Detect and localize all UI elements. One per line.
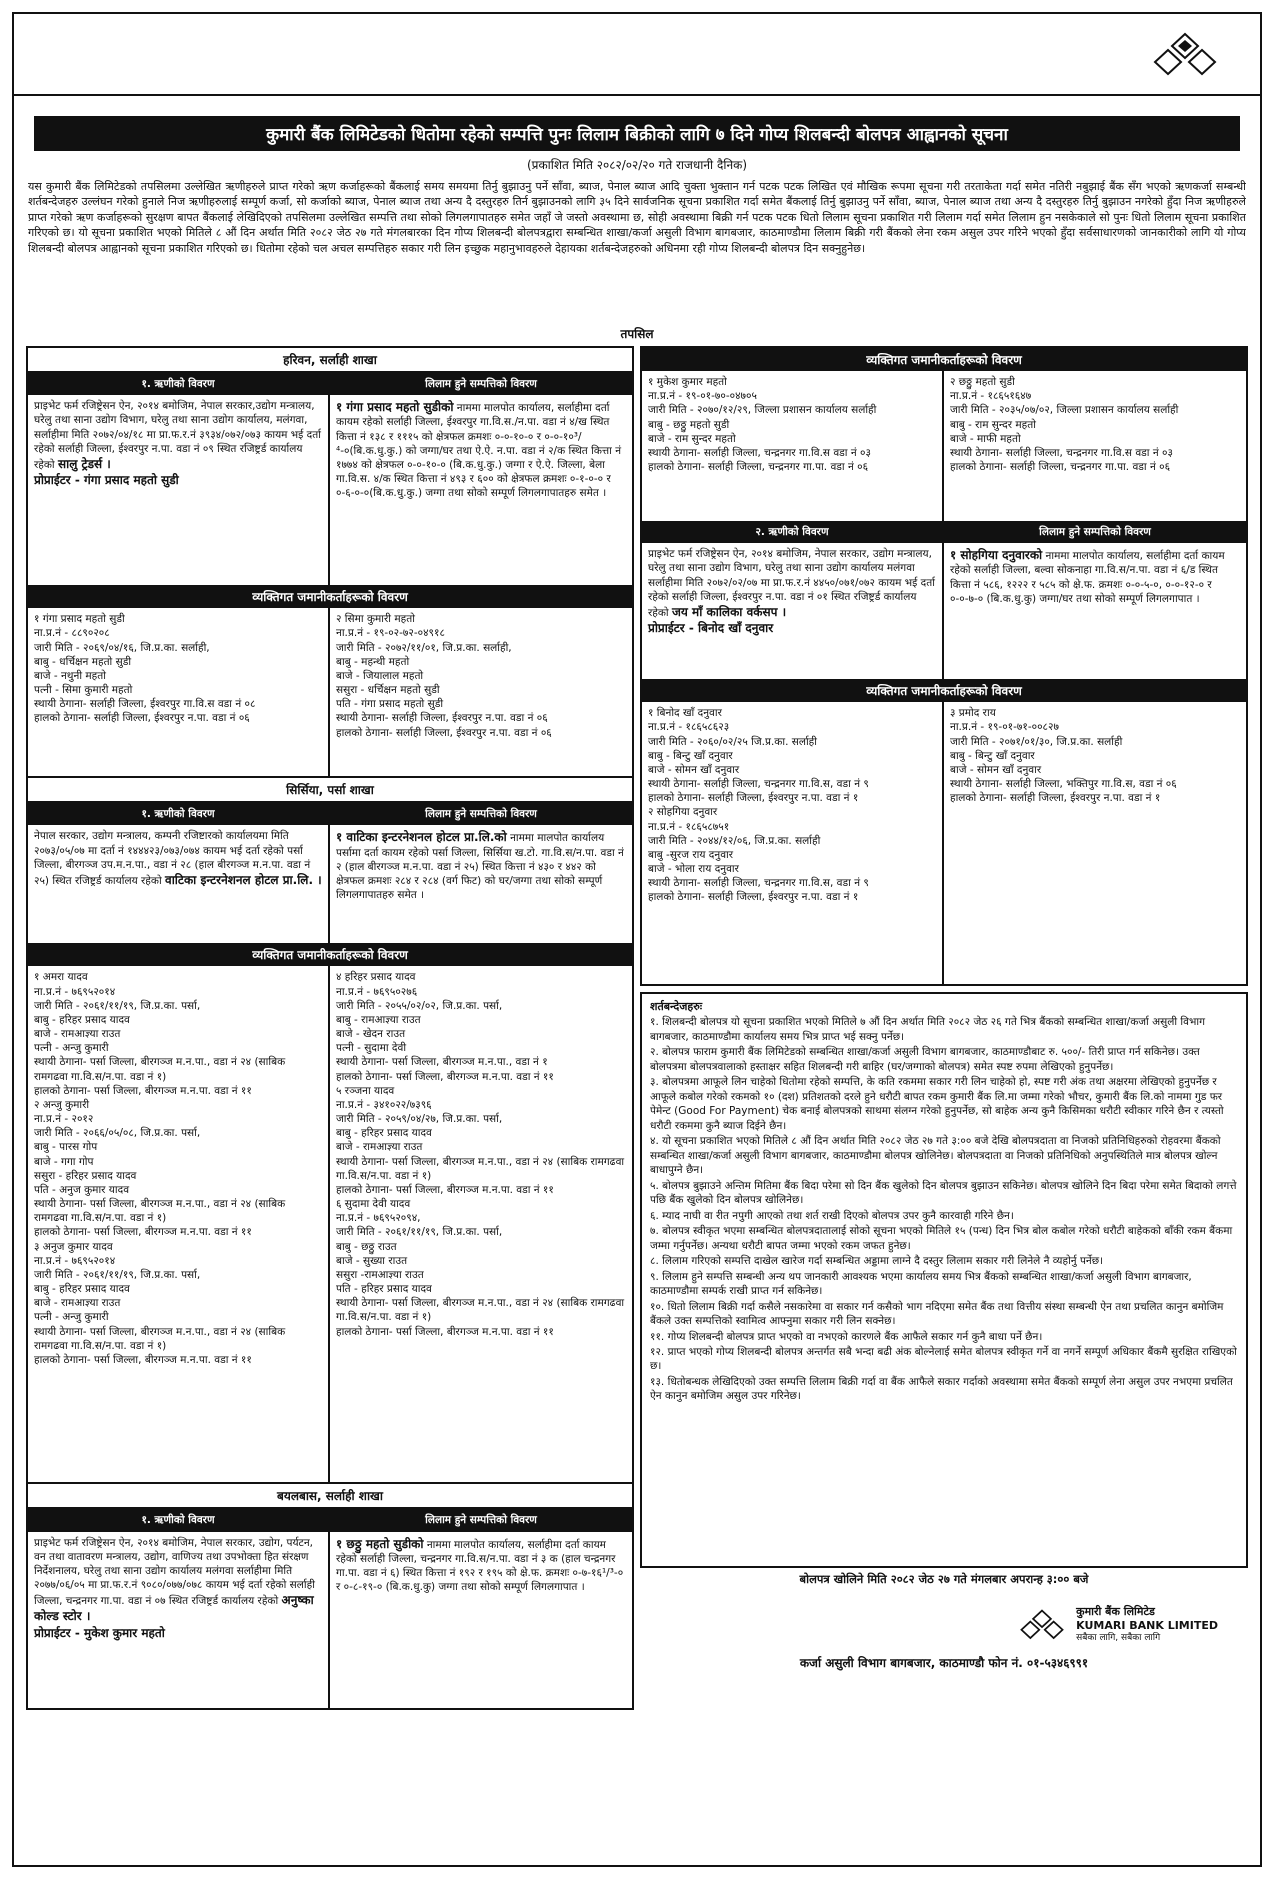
- guarantor-heading: व्यक्तिगत जमानीकर्ताहरूको विवरण: [28, 943, 632, 966]
- guarantor-2: २ सिमा कुमारी महतो ना.प्र.नं - १९-०२-७२-०४९१८ जारी मिति - २०७२/११/०१, जि.प्र.का. सर्लाही, बाबु - महन्थी महतो बाजे - जियालाल महतो ससुरा - धर्चिक्षन महतो सुडी पति - गंगा प्रसाद महतो सुडी स्थायी ठेगाना- सर्लाही जिल्ला, ईश्वरपुर न.पा. वडा नं ०६ हालको ठेगाना- सर्लाही जिल्ला, ईश्वरपुर न.पा. वडा नं ०६: [336, 613, 552, 739]
- guarantor-1: १ मुकेश कुमार महतो ना.प्र.नं - १९-०१-७०-०४७०५ जारी मिति - २०७०/१२/२९, जिल्ला प्रशासन कार्यालय सर्लाही बाबु - छठ्ठु महतो सुडी बाजे - राम सुन्दर महतो स्थायी ठेगाना- सर्लाही जिल्ला, चन्द्रनगर गा.वि.स वडा नं ०३ हालको ठेगाना- सर्लाही जिल्ला, चन्द्रनगर गा.पा. वडा नं ०६: [642, 371, 944, 521]
- header-band: [14, 14, 1260, 96]
- debtor-detail: [28, 1532, 330, 1708]
- debtor-text: प्राइभेट फर्म रजिष्ट्रेसन ऐन, २०१४ बमोजिम, नेपाल सरकार, उद्योग, पर्यटन, वन तथा वातावरण मन्त्रालय, उद्योग, वाणिज्य तथा उपभोक्ता हित संरक्षण निर्देशनालय, घरेलु तथा साना उद्योग कार्यालय मलंगवा सर्लाहीमा मिति २०७७/०६/०५ मा प्रा.फ.र.नं ९०८०/०७७/०७८ कायम भई दर्ता रहेको सर्लाही जिल्ला, चन्द्रनगर गा.पा. वडा नं ०७ स्थित रजिष्ट्रर्ड कार्यालय रहेको: [34, 1536, 315, 1608]
- kumari-logo-icon: [1150, 32, 1220, 78]
- debtor-firm: सालु ट्रेडर्स ।: [58, 456, 111, 471]
- term-4: ४. यो सूचना प्रकाशित भएको मितिले ८ औं दिन अर्थात मिति २०८२ जेठ २७ गते ३:०० बजे देखि बोलपत्रदाता वा निजको प्रतिनिधिहरुको रोहवरमा बैंकको सम्बन्धित शाखा/कर्जा असुली विभाग बागबजार, काठमाण्डौमा बोलपत्र खोलिनेछ। बोलपत्रदाता वा निजको प्रतिनिधिको अनुपस्थितिले मात्र बोलपत्र खोल्न बाधापुग्ने छैन।: [650, 1135, 1221, 1177]
- branch-detail-row: [28, 825, 632, 943]
- branch-detail-row: [28, 395, 632, 585]
- property-text: नाममा मालपोत कार्यालय, सर्लाहीमा दर्ता कायम रहेको सर्लाही जिल्ला, बल्वा सोकनाहा गा.वि.स/न.पा. वडा नं ६/ड स्थित कित्ता नं ५८६, १२२२ र ५८५ को क्षे.फ. क्रमशः ०-०-५-०, ०-०-१२-० र ०-०-७-० (बि.क.धु.कु) जग्गा/घर तथा सोको सम्पूर्ण लिगलगापात ।: [950, 550, 1225, 605]
- branch-header-row: [28, 803, 632, 825]
- debtor-proprietor: प्रोप्राईटर - गंगा प्रसाद महतो सुडी: [34, 473, 179, 488]
- guarantor-3: ३ प्रमोद राय ना.प्र.नं - १९-०१-७१-००८२७ जारी मिति - २०७१/०१/३०, जि.प्र.का. सर्लाही बाबु - बिन्टु खाँ दनुवार बाजे - सोमन खाँ दनुवार स्थायी ठेगाना- सर्लाही जिल्ला, भक्तिपुर गा.वि.स, वडा नं ०६ हालको ठेगाना- सर्लाही जिल्ला, ईश्वरपुर न.पा. वडा नं १: [950, 707, 1177, 805]
- debtor-heading: १. ऋणीको विवरण: [28, 373, 330, 395]
- debtor-heading: १. ऋणीको विवरण: [28, 803, 330, 825]
- branch-detail-row: [28, 1532, 632, 1708]
- branch-bayalbas: [26, 1484, 634, 1709]
- kumari-logo-icon: [1018, 1608, 1066, 1642]
- bank-signature: [640, 1605, 1248, 1644]
- term-7: ७. बोलपत्र स्वीकृत भएमा सम्बन्धित बोलपत्रदातालाई सोको सूचना भएको मितिले १५ (पन्ध) दिन भित्र बोल कबोल गरेको धरौटी बाहेकको बाँकी रकम बैंकमा जम्मा गर्नुपर्नेछ। अन्यथा धरौटी बापत जम्मा भएको रकम जफत हुनेछ।: [650, 1225, 1233, 1252]
- property-heading: लिलाम हुने सम्पत्तिको विवरण: [944, 521, 1246, 543]
- guarantor-1: १ गंगा प्रसाद महतो सुडी ना.प्र.नं - ८८९०२०८ जारी मिति - २०६९/०४/१६, जि.प्र.का. सर्लाही, बाबु - धर्चिक्षन महतो सुडी बाजे - नथुनी महतो पत्नी - सिमा कुमारी महतो स्थायी ठेगाना- सर्लाही जिल्ला, ईश्वरपुर गा.वि.स वडा नं ०८ हालको ठेगाना- सर्लाही जिल्ला, ईश्वरपुर न.पा. वडा नं ०६: [28, 608, 330, 776]
- guarantor-row: [642, 702, 1246, 984]
- guarantor-row: [28, 966, 632, 1482]
- branch-title: हरिवन, सर्लाही शाखा: [28, 348, 632, 373]
- property-owner: १ गंगा प्रसाद महतो सुडीको: [336, 400, 454, 415]
- debtor-detail: [28, 825, 330, 943]
- publish-date: (प्रकाशित मिति २०८२/०२/२० गते राजधानी दैनिक): [526, 158, 748, 172]
- guarantors-1-3: १ अमरा यादव ना.प्र.नं - ७६९५२०१४ जारी मिति - २०६१/११/१९, जि.प्र.का. पर्सा, बाबु - हरिहर प्रसाद यादव बाजे - रामआज्ञ्या राउत पत्नी - अन्जु कुमारी स्थायी ठेगाना- पर्सा जिल्ला, बीरगञ्ज म.न.पा., वडा नं २४ (साबिक रामगढवा गा.वि.स/न.पा. वडा नं १) हालको ठेगाना- पर्सा जिल्ला, बीरगञ्ज म.न.पा. वडा नं ११ २ अन्जु कुमारी ना.प्र.नं - २०१२ जारी मिति - २०६६/०५/०८, जि.प्र.का. पर्सा, बाबु - पारस गोप बाजे - गगा गोप ससुरा - हरिहर प्रसाद यादव पति - अनुज कुमार यादव स्थायी ठेगाना- पर्सा जिल्ला, बीरगञ्ज म.न.पा., वडा नं २४ (साबिक रामगढवा गा.वि.स/न.पा. वडा नं १) हालको ठेगाना- पर्सा जिल्ला, बीरगञ्ज म.न.पा. वडा नं ११ ३ अनुज कुमार यादव ना.प्र.नं - ७६९५२०१४ जारी मिति - २०६१/११/१९, जि.प्र.का. पर्सा, बाबु - हरिहर प्रसाद यादव बाजे - रामआज्ञ्या राउत पत्नी - अन्जु कुमारी स्थायी ठेगाना- पर्सा जिल्ला, बीरगञ्ज म.न.पा., वडा नं २४ (साबिक रामगढवा गा.वि.स/न.पा. वडा नं १) हालको ठेगाना- पर्सा जिल्ला, बीरगञ्ज म.न.पा. वडा नं ११: [28, 966, 330, 1482]
- right-schedule-box: [640, 346, 1248, 986]
- guarantors-1-2: १ बिनोद खाँ दनुवार ना.प्र.नं - १८६५८६२३ जारी मिति - २०६०/०२/२५ जि.प्र.का. सर्लाही बाबु - बिन्टु खाँ दनुवार बाजे - सोमन खाँ दनुवार स्थायी ठेगाना- सर्लाही जिल्ला, चन्द्रनगर गा.वि.स, वडा नं ९ हालको ठेगाना- सर्लाही जिल्ला, ईश्वरपुर न.पा. वडा नं १ २ सोहगिया दनुवार ना.प्र.नं - १८६५८७५१ जारी मिति - २०४४/१२/०६, जि.प्र.का. सर्लाही बाबु -सुरज राय दनुवार बाजे - भोला राय दनुवार स्थायी ठेगाना- सर्लाही जिल्ला, चन्द्रनगर गा.वि.स, वडा नं ९ हालको ठेगाना- सर्लाही जिल्ला, ईश्वरपुर न.पा. वडा नं १: [642, 702, 944, 984]
- debtor-proprietor: प्रोप्राईटर - बिनोद खाँ दनुवार: [648, 621, 774, 636]
- property-heading: लिलाम हुने सम्पत्तिको विवरण: [330, 373, 632, 395]
- debtor-heading: २. ऋणीको विवरण: [642, 521, 944, 543]
- right-column: [640, 346, 1248, 1710]
- property-heading: लिलाम हुने सम्पत्तिको विवरण: [330, 803, 632, 825]
- property-owner: १ छठ्ठु महतो सुडीको: [336, 1536, 424, 1551]
- guarantor-heading: व्यक्तिगत जमानीकर्ताहरूको विवरण: [642, 348, 1246, 371]
- property-detail: [944, 543, 1246, 679]
- branch-header-row: [28, 373, 632, 395]
- property-detail: [330, 1532, 632, 1708]
- notice-title: कुमारी बैंक लिमिटेडको धितोमा रहेको सम्पत्ति पुनः लिलाम बिक्रीको लागि ७ दिने गोप्य शिलबन्दी बोलपत्र आह्वानको सूचना: [34, 116, 1240, 151]
- debtor-firm: अनुष्का कोल्ड स्टोर ।: [34, 1593, 314, 1624]
- branch-title: बयलबास, सर्लाही शाखा: [28, 1484, 632, 1509]
- guarantor-heading: व्यक्तिगत जमानीकर्ताहरूको विवरण: [28, 585, 632, 608]
- debtor-heading: १. ऋणीको विवरण: [28, 1509, 330, 1531]
- term-13: १३. धितोबन्धक लेखिदिएको उक्त सम्पत्ति लिलाम बिक्री गर्दा वा बैंक आफैले सकार गर्दाको अवस्थामा समेत बैंकको सम्पूर्ण लेना असुल उपर नभएमा प्रचलित ऐन कानुन बमोजिम असुल उपर गरिनेछ।: [650, 1375, 1233, 1403]
- term-9: ९. लिलाम हुने सम्पत्ति सम्बन्धी अन्य थप जानकारी आवश्यक भएमा कार्यालय समय भित्र बैंकको सम्बन्धित शाखा/कर्जा असुली विभाग बागबजार, काठमाण्डौमा सम्पर्क राखी प्राप्त गर्न सकिनेछ।: [650, 1270, 1192, 1298]
- property-text: नाममा मालपोत कार्यालय पर्सामा दर्ता कायम रहेको पर्सा जिल्ला, सिर्सिया ख.टो. गा.वि.स/न.पा. वडा नं २ (हाल बीरगञ्ज म.न.पा. वडा नं २५) स्थित कित्ता नं ४३० र ४४२ को क्षेत्रफल क्रमशः २८४ र २८४ (वर्ग फिट) को घर/जग्गा तथा सोको सम्पूर्ण लिगलगापातहरु समेत ।: [336, 832, 624, 902]
- debtor-text: प्राइभेट फर्म रजिष्ट्रेसन ऐन, २०१४ बमोजिम, नेपाल सरकार, उद्योग मन्त्रालय, घरेलु तथा साना उद्योग विभाग, घरेलु तथा साना उद्योग कार्यालय मलंगवा सर्लाहीमा मिति २०७२/०२/०७ मा प्रा.फ.र.नं ४४५०/०७१/०७२ कायम भई दर्ता रहेको सर्लाही जिल्ला, ईश्वरपुर न.पा. वडा नं ०१ स्थित रजिष्ट्रर्ड कार्यालय रहेको: [648, 548, 935, 619]
- term-1: १. शिलबन्दी बोलपत्र यो सूचना प्रकाशित भएको मितिले ७ औं दिन अर्थात मिति २०८२ जेठ २६ गते भित्र बैंकको सम्बन्धित शाखा/कर्जा असुली विभाग बागबजार, काठमाण्डौमा कार्यालय समय भित्र प्राप्त भई सक्नु पर्नेछ।: [650, 1016, 1205, 1043]
- property-detail: [330, 395, 632, 585]
- contact-line: कर्जा असुली विभाग बागबजार, काठमाण्डौ फोन नं. ०१-५३४६९९१: [799, 1655, 1089, 1670]
- term-5: ५. बोलपत्र बुझाउने अन्तिम मितिमा बैंक बिदा परेमा सो दिन बैंक खुलेको दिन बोलपत्र बुझाउन सकिनेछ। बोलपत्र खोलिने दिन बिदा परेमा समेत बिदाको लगत्ते पछि बैंक खुलेको दिन बोलपत्र खोलिनेछ।: [650, 1179, 1237, 1207]
- debtor-firm: वाटिका इन्टरनेशनल होटल प्रा.लि. ।: [165, 872, 322, 887]
- guarantor-row: [28, 608, 632, 776]
- property-text: नाममा मालपोत कार्यालय, सर्लाहीमा दर्ता कायम रहेको सर्लाही जिल्ला, चन्द्रनगर गा.वि.स/न.पा. वडा नं ३ क (हाल चन्द्रनगर गा.पा. वडा नं ६) स्थित कित्ता नं १९२ र १९५ को क्षे.फ. क्रमशः ०-७-१६¹/³-० र ०-८-१९-० (बि.क.धु.कु) जग्गा तथा सोको सम्पूर्ण लिगलगापात ।: [336, 1538, 624, 1594]
- debtor-text: नेपाल सरकार, उद्योग मन्त्रालय, कम्पनी रजिष्टारको कार्यालयमा मिति २०७३/०५/०७ मा दर्ता नं १४४४२३/०७३/०७४ कायम भई दर्ता रहेको पर्सा जिल्ला, बीरगञ्ज उप.म.न.पा., वडा नं २८ (हाल बीरगञ्ज म.न.पा. वडा नं २५) स्थित रजिष्ट्रर्ड कार्यालय रहेको: [34, 830, 311, 887]
- notice-page: [12, 12, 1262, 1867]
- schedule-columns: [26, 346, 1248, 1710]
- property-owner: १ वाटिका इन्टरनेशनल होटल प्रा.लि.को: [336, 830, 507, 845]
- branch-header-row: [28, 1509, 632, 1531]
- bank-name-nepali: कुमारी बैंक लिमिटेड: [1076, 1605, 1155, 1619]
- guarantor-2: २ छठ्ठु महतो सुडी ना.प्र.नं - १८६५१६४७ जारी मिति - २०३५/०७/०२, जिल्ला प्रशासन कार्यालय सर्लाही बाबु - राम सुन्दर महतो बाजे - माफी महतो स्थायी ठेगाना- सर्लाही जिल्ला, चन्द्रनगर गा.वि.स वडा नं ०३ हालको ठेगाना- सर्लाही जिल्ला, चन्द्रनगर गा.पा. वडा नं ०६: [950, 376, 1179, 474]
- intro-paragraph: यस कुमारी बैंक लिमिटेडको तपसिलमा उल्लेखित ऋणीहरुले प्राप्त गरेको ऋण कर्जाहरूको बैंकलाई समय समयमा तिर्नु बुझाउनु पर्ने साँवा, ब्याज, पेनाल ब्याज आदि चुक्ता भुक्तान गर्न पटक पटक लिखित एवं मौखिक रूपमा सूचना गरी तरताकेता गर्दा समेत नतिरी नबुझाई बैंक सँग भएको ऋणकर्जा सम्बन्धी शर्तबन्देजहरु उल्लंघन गरेको हुनाले निज ऋणीहरुलाई सम्पूर्ण कर्जा, सो कर्जाको ब्याज, पेनाल ब्याज तथा अन्य दै दस्तुरहरु तिर्न बुझाउनको लागि ३५ दिने सार्वजनिक सूचना प्रकाशित गर्दा समेत बैंकलाई तिर्नु बुझाउनु पर्ने साँवा, ब्याज, पेनाल ब्याज तथा अन्य दै दस्तुरहरु तिर्नु बुझाउन नगरेको हुँदा निज ऋणीहरुले प्राप्त गरेको ऋण कर्जाहरूको सुरक्षण बापत बैंकलाई लेखिदिएको तपसिलमा उल्लेखित सम्पत्ति तथा सोको लिगलगापातहरु समेत जहाँ जे जस्तो अवस्थामा छ, सोही अवस्थामा बिक्री गर्न पटक पटक धितो लिलाम सूचना प्रकाशित गरी लिलाम गर्दा समेत लिलाम हुन नसकेकाले सो पुनः धितो लिलाम सूचना प्रकाशित गरिएको छ। यो सूचना प्रकाशित भएको मितिले ८ औं दिन अर्थात मिति २०८२ जेठ २७ गते मंगलबारका दिन गोप्य शिलबन्दी बोलपत्रद्वारा सम्बन्धित शाखा/कर्जा असुली विभाग बागबजार, काठमाण्डौमा लिलाम बिक्री गरी बैंकको लेना रकम असुल उपर गरिने भएको हुँदा सर्वसाधारणको जानकारीको लागि यो गोप्य शिलबन्दी बोलपत्र आह्वानको सूचना प्रकाशित गरिएको छ। धितोमा रहेको चल अचल सम्पत्तिहरु सकार गरी लिन इच्छुक महानुभावहरुले देहायका शर्तबन्देजहरुको अधिनमा रही गोप्य शिलबन्दी बोलपत्र दिन सक्नुहुनेछ।: [28, 180, 1246, 255]
- term-12: १२. प्राप्त भएको गोप्य शिलबन्दी बोलपत्र अन्तर्गत सबै भन्दा बढी अंक बोल्नेलाई समेत बोलपत्र स्वीकृत गर्ने वा नगर्ने सम्पूर्ण अधिकार बैंकमै सुरक्षित राखिएको छ।: [650, 1346, 1237, 1373]
- term-11: ११. गोप्य शिलबन्दी बोलपत्र प्राप्त भएको वा नभएको कारणले बैंक आफैले सकार गर्न कुनै बाधा पर्ने छैन।: [650, 1330, 1043, 1343]
- left-column: [26, 346, 634, 1710]
- branch-title: सिर्सिया, पर्सा शाखा: [28, 778, 632, 803]
- property-detail: [330, 825, 632, 943]
- bid-opening-date: बोलपत्र खोलिने मिति २०८२ जेठ २७ गते मंगलबार अपरान्ह ३:०० बजे: [799, 1572, 1089, 1587]
- guarantor-row: [642, 371, 1246, 521]
- guarantor-heading: व्यक्तिगत जमानीकर्ताहरूको विवरण: [642, 679, 1246, 702]
- debtor-detail: [642, 543, 944, 679]
- term-10: १०. धितो लिलाम बिक्री गर्दा कसैले नसकारेमा वा सकार गर्न कसैको भाग नदिएमा समेत बैंक तथा वित्तीय संस्था सम्बन्धी ऐन तथा प्रचलित कानुन बमोजिम बैंकले उक्त सम्पत्तिको स्वामित्व आफ्नुमा सकार गरी लिन सक्नेछ।: [650, 1300, 1224, 1328]
- term-3: ३. बोलपत्रमा आफूले लिन चाहेको धितोमा रहेको सम्पत्ति, के कति रकममा सकार गरी लिन चाहेको हो, स्पष्ट गरी अंक तथा अक्षरमा लेखिएको हुनुपर्नेछ र आफूले कबोल गरेको रकमको १० (दश) प्रतिशतको दरले हुने धरौटी बापत रकम कुमारी बैंक लि.मा जम्मा गरेको भौचर, कुमारी बैंक लि.को नाममा गुड फर पेमेन्ट (Good For Payment) चेक बनाई बोलपत्रको साथमा संलग्न गरेको हुनुपर्नेछ, सो बाहेक अन्य कुनै किसिमका धरौटी स्वीकार गरिने छैन र त्यस्तो धरौटी रकममा कुनै ब्याज दिईने छैन।: [650, 1076, 1224, 1132]
- branch-detail-row: [642, 543, 1246, 679]
- debtor-text: प्राइभेट फर्म रजिष्ट्रेसन ऐन, २०१४ बमोजिम, नेपाल सरकार,उद्योग मन्त्रालय, घरेलु तथा साना उद्योग विभाग, घरेलु तथा साना उद्योग कार्यालय, मलंगवा, सर्लाहीमा मिति २०७२/०४/१८ मा प्रा.फ.र.नं ३९३४/०७२/०७३ कायम भई दर्ता रहेको सर्लाही जिल्ला, ईश्वरपुर न.पा. वडा नं ०९ स्थित रजिष्ट्रर्ड कार्यालय रहेको: [34, 400, 321, 471]
- debtor-firm: जय माँ कालिका वर्कसप ।: [672, 604, 787, 619]
- property-owner: १ सोहगिया दनुवारको: [950, 548, 1043, 563]
- bank-name-block: [1076, 1605, 1218, 1644]
- schedule-heading: तपसिल: [620, 327, 654, 341]
- property-heading: लिलाम हुने सम्पत्तिको विवरण: [330, 1509, 632, 1531]
- bank-name-english: KUMARI BANK LIMITED: [1076, 1618, 1218, 1632]
- term-2: २. बोलपत्र फाराम कुमारी बैंक लिमिटेडको सम्बन्धित शाखा/कर्जा असुली विभाग बागबजार, काठमाण्डौबाट रु. ५००/- तिरी प्राप्त गर्न सकिनेछ। उक्त बोलपत्रमा बोलपत्रवालाको हस्ताक्षर सहित शिलबन्दी गरी बाहिर (घर/जग्गाको बोलपत्र) समेत स्पष्ट रुपमा लेखिएको हुनुपर्नेछ।: [650, 1046, 1200, 1073]
- term-8: ८. लिलाम गरिएको सम्पत्ति दाखेल खारेज गर्दा सम्बन्धित अड्डामा लाग्ने दै दस्तुर लिलाम सकार गरी लिनेले नै व्यहोर्नु पर्नेछ।: [650, 1255, 1104, 1268]
- bank-tagline: सबैका लागि, सबैका लागि: [1076, 1632, 1161, 1643]
- terms-conditions: [640, 992, 1248, 1568]
- branch-sirsiya: [26, 778, 634, 1484]
- debtor-proprietor: प्रोप्राईटर - मुकेश कुमार महतो: [34, 1625, 165, 1640]
- branch-header-row: [642, 521, 1246, 543]
- property-text: नाममा मालपोत कार्यालय, सर्लाहीमा दर्ता कायम रहेको सर्लाही जिल्ला, ईश्वरपुर गा.वि.स./न.पा. वडा नं ४/ख स्थित कित्ता नं १३८ र १११५ को क्षेत्रफल क्रमशः ०-०-१०-० र ०-०-१०³/⁴-०(बि.क.धु.कु.) को जग्गा/घर तथा ऐ.ऐ. न.पा. वडा नं २/क स्थित कित्ता नं १७७४ को क्षेत्रफल ०-०-१०-० (बि.क.धु.कु.) जग्गा र ऐ.ऐ. जिल्ला, बेला गा.वि.स. ४/क स्थित कित्ता नं ४९३ र ६०० को क्षेत्रफल क्रमशः ०-१-०-० र ०-६-०-०(बि.क.धु.कु.) जग्गा तथा सोको सम्पूर्ण लिगलगापातहरु समेत ।: [336, 402, 622, 500]
- term-6: ६. म्याद नाघी वा रीत नपुगी आएको तथा शर्त राखी दिएको बोलपत्र उपर कुनै कारवाही गरिने छैन।: [650, 1209, 1014, 1222]
- terms-heading: शर्तबन्देजहरुः: [650, 1000, 703, 1014]
- branch-harion: [26, 346, 634, 778]
- guarantors-4-6: ४ हरिहर प्रसाद यादव ना.प्र.नं - ७६९५०२७६ जारी मिति - २०५५/०२/०२, जि.प्र.का. पर्सा, बाबु - रामआज्ञ्या राउत बाजे - खेदन राउत पत्नी - सुदामा देवी स्थायी ठेगाना- पर्सा जिल्ला, बीरगञ्ज म.न.पा., वडा नं १ हालको ठेगाना- पर्सा जिल्ला, बीरगञ्ज म.न.पा. वडा नं ११ ५ रञ्जना यादव ना.प्र.नं - ३४१०२२/७३९६ जारी मिति - २०५९/०४/२७, जि.प्र.का. पर्सा, बाबु - हरिहर प्रसाद यादव बाजे - रामआज्ञ्या राउत स्थायी ठेगाना- पर्सा जिल्ला, बीरगञ्ज म.न.पा., वडा नं २४ (साबिक रामगढवा गा.वि.स/न.पा. वडा नं १) हालको ठेगाना- पर्सा जिल्ला, बीरगञ्ज म.न.पा. वडा नं ११ ६ सुदामा देवी यादव ना.प्र.नं - ७६९५२०९४, जारी मिति - २०६१/११/१९, जि.प्र.का. पर्सा, बाबु - छठ्ठु राउत बाजे - सुख्या राउत ससुरा -रामआज्ञ्या राउत पति - हरिहर प्रसाद यादव स्थायी ठेगाना- पर्सा जिल्ला, बीरगञ्ज म.न.पा., वडा नं २४ (साबिक रामगढवा गा.वि.स/न.पा. वडा नं १) हालको ठेगाना- पर्सा जिल्ला, बीरगञ्ज म.न.पा. वडा नं ११: [336, 971, 625, 1338]
- debtor-detail: [28, 395, 330, 585]
